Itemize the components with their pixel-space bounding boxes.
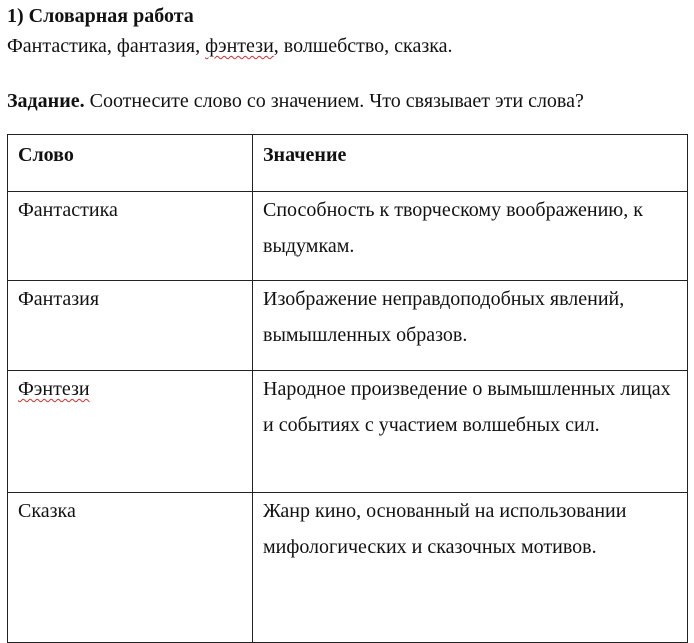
cell-word-misspelled: Фэнтези xyxy=(18,378,90,400)
table-row xyxy=(8,281,688,371)
cell-meaning: Способность к творческому воображению, к выдумкам. xyxy=(253,192,688,281)
table-row xyxy=(8,192,688,281)
cell-word: Сказка xyxy=(8,493,253,643)
task-text: Соотнесите слово со значением. Что связывает эти слова? xyxy=(84,90,584,112)
header-meaning: Значение xyxy=(253,135,688,192)
cell-word: Фантастика xyxy=(8,192,253,281)
cell-meaning: Жанр кино, основанный на использовании мифологических и сказочных мотивов. xyxy=(253,493,688,643)
word-fantaziya: фантазия, xyxy=(116,35,206,57)
table-row xyxy=(8,371,688,493)
word-fentezi-misspelled: фэнтези xyxy=(205,35,274,57)
task-label: Задание. xyxy=(7,90,85,112)
cell-word: Фантазия xyxy=(8,281,253,371)
vocabulary-words-line xyxy=(7,34,453,58)
task-line xyxy=(7,89,584,113)
vocabulary-table xyxy=(7,134,688,643)
header-word: Слово xyxy=(8,135,253,192)
word-fantastika: Фантастика, xyxy=(7,35,117,57)
cell-meaning: Народное произведение о вымышленных лицах и событиях с участием волшебных сил. xyxy=(253,371,688,493)
cell-word xyxy=(8,371,253,493)
section-heading: 1) Словарная работа xyxy=(7,5,194,27)
word-rest: , волшебство, сказка. xyxy=(273,35,453,57)
cell-meaning: Изображение неправдоподобных явлений, вымышленных образов. xyxy=(253,281,688,371)
table-row xyxy=(8,493,688,643)
table-header-row xyxy=(8,135,688,192)
